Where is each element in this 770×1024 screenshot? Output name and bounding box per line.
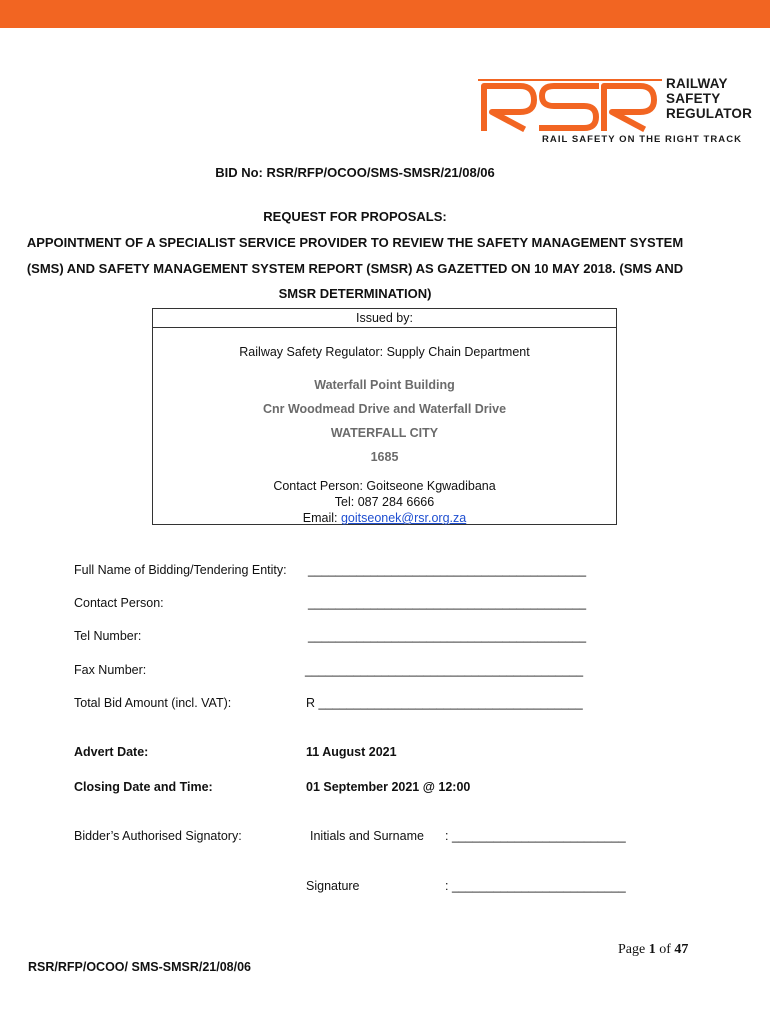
advert-date-label: Advert Date: [74, 745, 149, 759]
rsr-logo [478, 72, 764, 148]
issuer-address-line-2: Cnr Woodmead Drive and Waterfall Drive [262, 402, 507, 416]
authorised-signatory-label: Bidder’s Authorised Signatory: [74, 829, 242, 843]
closing-date-label: Closing Date and Time: [74, 780, 213, 794]
contact-email-row [153, 511, 616, 525]
rsr-logo-mark [478, 72, 662, 132]
contact-tel: Tel: 087 284 6666 [334, 495, 435, 509]
rfp-title-line-3: SMSR DETERMINATION) [278, 286, 432, 301]
advert-date-value: 11 August 2021 [306, 745, 397, 759]
tel-number-field[interactable]: ________________________________________ [308, 629, 587, 643]
signature-label: Signature [306, 879, 360, 893]
logo-tagline: RAIL SAFETY ON THE RIGHT TRACK [542, 134, 743, 145]
email-link[interactable]: goitseonek@rsr.org.za [340, 511, 467, 525]
full-name-label: Full Name of Bidding/Tendering Entity: [74, 563, 287, 577]
initials-surname-field[interactable]: : _________________________ [445, 829, 626, 843]
total-bid-amount-field[interactable]: R ______________________________________ [306, 696, 583, 710]
issued-by-header: Issued by: [153, 309, 616, 328]
rfp-title-line-1: APPOINTMENT OF A SPECIALIST SERVICE PROVIDER TO REVIEW THE SAFETY MANAGEMENT SYSTEM [26, 235, 684, 250]
top-orange-bar [0, 0, 770, 28]
logo-name [666, 76, 752, 121]
issuer-organisation: Railway Safety Regulator: Supply Chain Department [239, 345, 530, 359]
footer-reference: RSR/RFP/OCOO/ SMS-SMSR/21/08/06 [28, 960, 251, 974]
logo-name-line2: SAFETY [666, 91, 721, 106]
page-current: 1 [648, 942, 656, 957]
contact-person: Contact Person: Goitseone Kgwadibana [273, 479, 496, 493]
page-number [618, 942, 688, 958]
full-name-field[interactable]: ________________________________________ [308, 563, 587, 577]
fax-number-label: Fax Number: [74, 663, 147, 677]
contact-person-label: Contact Person: [74, 596, 164, 610]
bid-number: BID No: RSR/RFP/OCOO/SMS-SMSR/21/08/06 [215, 165, 495, 180]
issuer-city: WATERFALL CITY [330, 426, 439, 440]
logo-name-line1: RAILWAY [666, 76, 728, 91]
tel-number-label: Tel Number: [74, 629, 142, 643]
page-prefix: Page [618, 942, 649, 957]
page-total: 47 [674, 942, 689, 957]
email-label: Email: [302, 511, 341, 525]
issuer-address-line-1: Waterfall Point Building [314, 378, 455, 392]
closing-date-value: 01 September 2021 @ 12:00 [306, 780, 471, 794]
rfp-heading: REQUEST FOR PROPOSALS: [263, 209, 447, 224]
fax-number-field[interactable]: ________________________________________ [305, 663, 584, 677]
logo-name-line3: REGULATOR [666, 106, 753, 121]
signature-field[interactable]: : _________________________ [445, 879, 626, 893]
contact-person-field[interactable]: ________________________________________ [308, 596, 587, 610]
page-of: of [655, 942, 675, 957]
issuer-postal-code: 1685 [370, 450, 399, 464]
initials-surname-label: Initials and Surname [310, 829, 424, 843]
total-bid-amount-label: Total Bid Amount (incl. VAT): [74, 696, 232, 710]
rfp-title-line-2: (SMS) AND SAFETY MANAGEMENT SYSTEM REPORT (SMSR) AS GAZETTED ON 10 MAY 2018. (SMS AND [26, 261, 684, 276]
issued-by-box [152, 308, 617, 525]
